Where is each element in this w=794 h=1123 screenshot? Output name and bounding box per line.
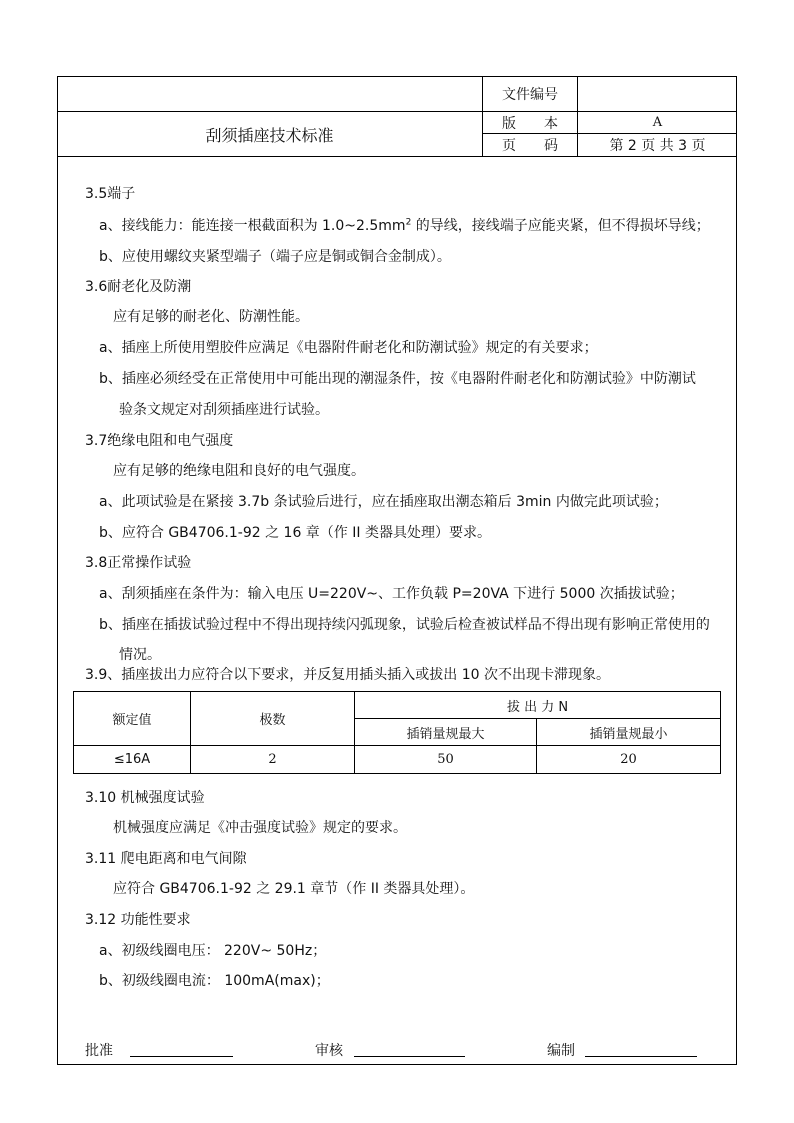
- header-poles: 极数: [191, 692, 355, 746]
- header-gauge-max: 插销量规最大: [355, 719, 537, 746]
- header-pull-force: 拔 出 力 N: [355, 692, 721, 719]
- section-3-12-title: 3.12 功能性要求: [85, 912, 191, 928]
- section-3-5-item-a-text: a、接线能力：能连接一根截面积为 1.0~2.5mm: [99, 218, 406, 234]
- superscript-2: 2: [405, 217, 412, 228]
- section-3-5-item-b: b、应使用螺纹夹紧型端子（端子应是铜或铜合金制成）。: [99, 249, 451, 265]
- review-signature-line[interactable]: [354, 1056, 465, 1057]
- section-3-7-item-b: b、应符合 GB4706.1-92 之 16 章（作 II 类器具处理）要求。: [99, 525, 491, 541]
- section-3-5-item-a: [99, 215, 710, 235]
- section-3-5-item-a-tail: 的导线，接线端子应能夹紧，但不得损坏导线；: [411, 218, 710, 234]
- section-3-7-item-a: a、此项试验是在紧接 3.7b 条试验后进行，应在插座取出潮态箱后 3min 内做完此项试验；: [99, 494, 668, 510]
- version-label: 版 本: [502, 115, 558, 132]
- section-3-9-title: 3.9、插座拔出力应符合以下要求，并反复用插头插入或拔出 10 次不出现卡滞现象。: [85, 667, 610, 683]
- review-label: 审核: [315, 1043, 343, 1059]
- section-3-12-item-a: a、初级线圈电压： 220V~ 50Hz；: [99, 943, 327, 959]
- table-row: [74, 746, 721, 774]
- approve-label: 批准: [85, 1043, 113, 1059]
- page-value: 第 2 页 共 3 页: [609, 138, 706, 154]
- cell-max: 50: [355, 746, 537, 774]
- section-3-11-intro: 应符合 GB4706.1-92 之 29.1 章节（作 II 类器具处理）。: [113, 881, 475, 897]
- compile-signature-line[interactable]: [585, 1056, 697, 1057]
- cell-min: 20: [537, 746, 721, 774]
- page-label: 页 码: [502, 138, 558, 154]
- version-value: A: [652, 115, 663, 130]
- document-title: 刮须插座技术标准: [205, 125, 334, 145]
- section-3-12-item-b: b、初级线圈电流： 100mA(max)；: [99, 973, 330, 989]
- header-divider-bottom: [57, 156, 737, 157]
- section-3-6-item-b-line1: b、插座必须经受在正常使用中可能出现的潮湿条件，按《电器附件耐老化和防潮试验》中防潮试: [99, 371, 696, 387]
- doc-number-label: 文件编号: [502, 86, 558, 103]
- compile-label: 编制: [547, 1043, 575, 1059]
- section-3-10-title: 3.10 机械强度试验: [85, 790, 205, 806]
- section-3-8-item-b-line2: 情况。: [119, 647, 161, 663]
- section-3-5-title: 3.5端子: [85, 186, 136, 202]
- doc-number-value: [578, 76, 737, 111]
- cell-poles: 2: [191, 746, 355, 774]
- section-3-7-intro: 应有足够的绝缘电阻和良好的电气强度。: [113, 463, 365, 479]
- section-3-8-item-b-line1: b、插座在插拔试验过程中不得出现持续闪弧现象，试验后检查被试样品不得出现有影响正常使用的: [99, 617, 710, 633]
- section-3-6-intro: 应有足够的耐老化、防潮性能。: [113, 309, 309, 325]
- section-3-11-title: 3.11 爬电距离和电气间隙: [85, 851, 247, 867]
- section-3-7-title: 3.7绝缘电阻和电气强度: [85, 433, 234, 449]
- approve-signature-line[interactable]: [130, 1056, 233, 1057]
- section-3-8-title: 3.8正常操作试验: [85, 555, 192, 571]
- section-3-10-intro: 机械强度应满足《冲击强度试验》规定的要求。: [113, 820, 407, 836]
- section-3-6-title: 3.6耐老化及防潮: [85, 279, 192, 295]
- pull-force-table: [73, 691, 721, 774]
- section-3-6-item-b-line2: 验条文规定对刮须插座进行试验。: [119, 402, 329, 418]
- section-3-6-item-a: a、插座上所使用塑胶件应满足《电器附件耐老化和防潮试验》规定的有关要求；: [99, 340, 598, 356]
- header-rated-value: 额定值: [74, 692, 191, 746]
- cell-rated: ≤16A: [74, 746, 191, 774]
- section-3-8-item-a: a、刮须插座在条件为：输入电压 U=220V~、工作负载 P=20VA 下进行 5000 次插拔试验；: [99, 586, 684, 602]
- header-gauge-min: 插销量规最小: [537, 719, 721, 746]
